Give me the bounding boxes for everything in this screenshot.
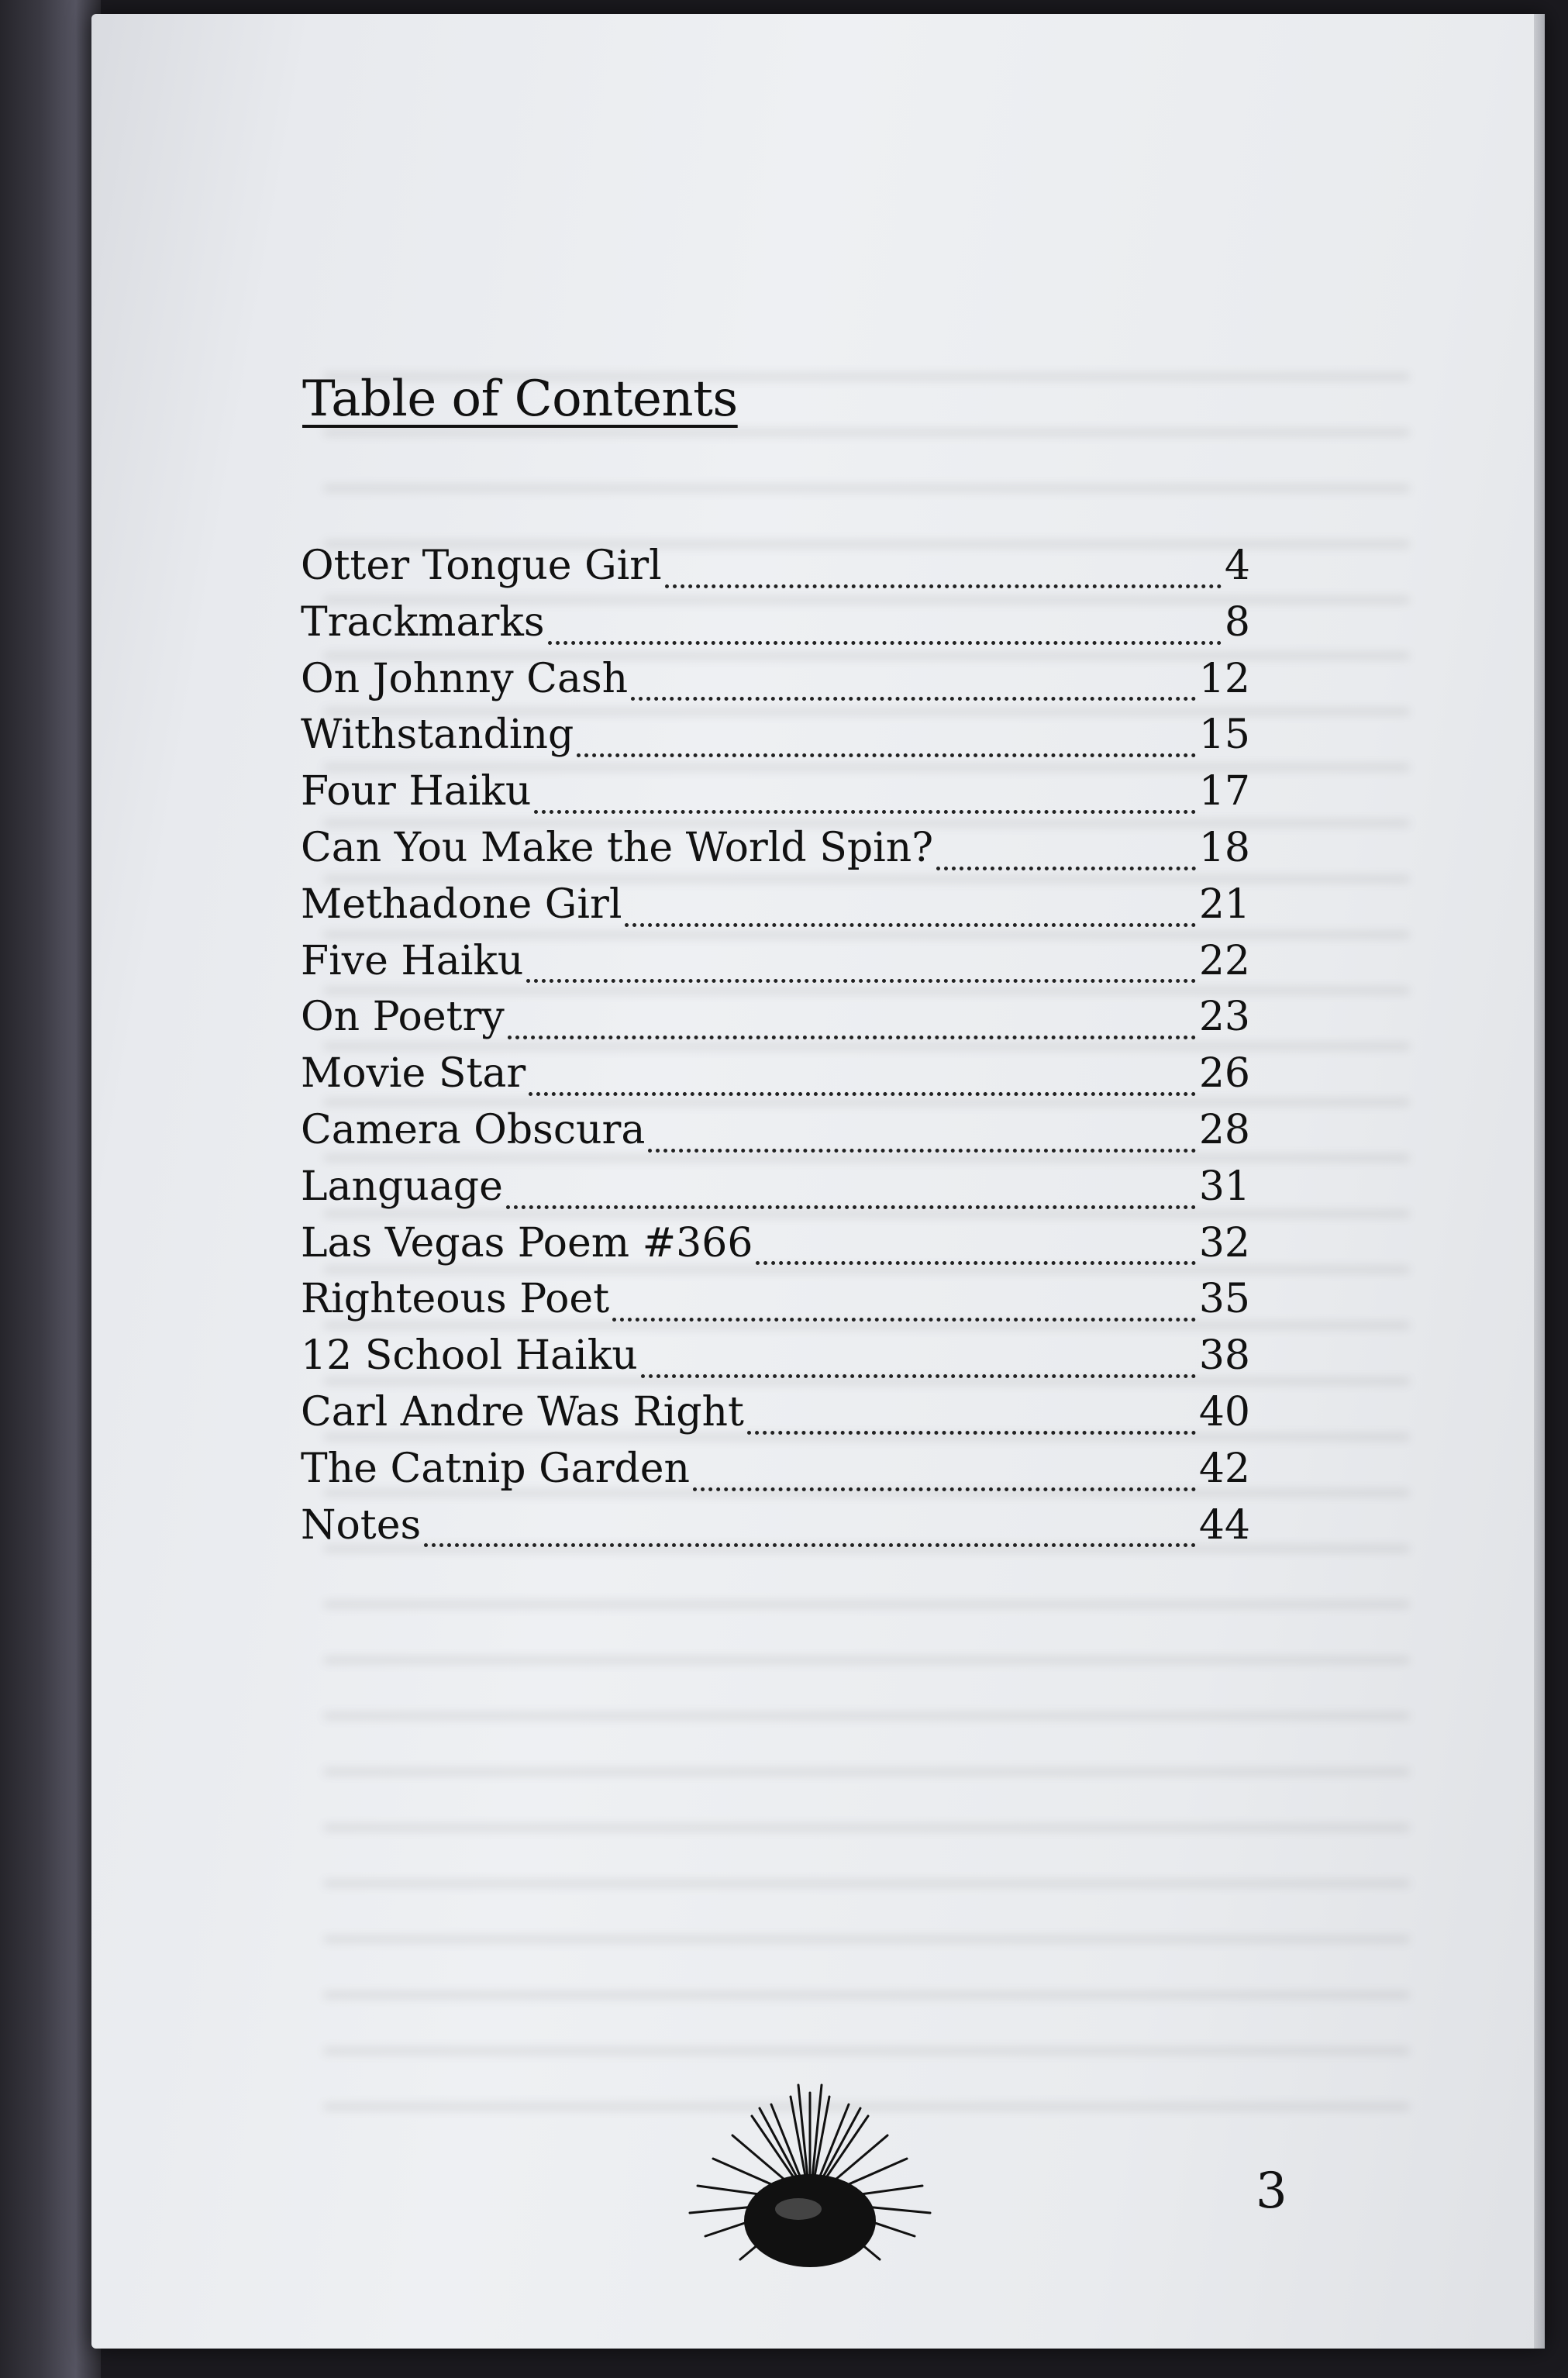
toc-entry [301, 938, 1250, 994]
toc-entry-page: 42 [1198, 1445, 1250, 1492]
toc-entry [301, 599, 1250, 656]
page-number: 3 [1256, 2163, 1287, 2220]
toc-entry [301, 1389, 1250, 1446]
toc-entry-title: Methadone Girl [301, 881, 622, 928]
toc-entry [301, 881, 1250, 938]
toc-entry [301, 712, 1250, 768]
toc-entry-page: 38 [1198, 1332, 1250, 1380]
toc-entry-page: 31 [1198, 1163, 1250, 1210]
toc-entry [301, 1332, 1250, 1389]
toc-entry-title: Movie Star [301, 1050, 526, 1098]
dot-leader [529, 1092, 1196, 1096]
dot-leader [756, 1261, 1195, 1265]
dot-leader [625, 923, 1195, 927]
toc-entry-page: 32 [1198, 1219, 1250, 1267]
toc-entry-page: 4 [1224, 543, 1250, 589]
toc-entry-page: 17 [1198, 768, 1250, 815]
toc-entry-page: 35 [1198, 1276, 1250, 1323]
toc-entry-title: Las Vegas Poem #366 [301, 1219, 753, 1267]
toc-entry [301, 1446, 1250, 1502]
sea-urchin-icon [682, 2077, 938, 2287]
page-edge [1534, 14, 1545, 2349]
toc-entry-page: 8 [1224, 598, 1250, 646]
dot-leader [631, 697, 1196, 701]
toc-list [301, 543, 1250, 1558]
toc-entry [301, 656, 1250, 712]
toc-entry-title: Otter Tongue Girl [301, 543, 662, 589]
toc-entry-page: 23 [1198, 994, 1250, 1041]
dot-leader [936, 867, 1196, 870]
toc-entry [301, 543, 1250, 599]
dot-leader [648, 1149, 1195, 1153]
toc-entry [301, 1502, 1250, 1559]
toc-entry [301, 768, 1250, 825]
dot-leader [534, 810, 1195, 814]
toc-entry-page: 28 [1198, 1106, 1250, 1153]
toc-entry-title: On Poetry [301, 994, 505, 1041]
dot-leader [577, 753, 1196, 757]
dot-leader [506, 1205, 1196, 1209]
toc-entry [301, 1276, 1250, 1332]
dot-leader [424, 1543, 1196, 1547]
toc-entry-title: Camera Obscura [301, 1106, 646, 1153]
toc-entry [301, 994, 1250, 1050]
toc-entry-title: The Catnip Garden [301, 1445, 691, 1492]
toc-entry-page: 26 [1198, 1050, 1250, 1098]
toc-entry-title: Withstanding [301, 712, 574, 759]
toc-entry-page: 12 [1198, 655, 1250, 702]
toc-entry-page: 44 [1198, 1501, 1250, 1549]
toc-entry-page: 18 [1198, 824, 1250, 871]
dot-leader [508, 1036, 1196, 1039]
toc-entry-title: Five Haiku [301, 937, 524, 984]
dot-leader [747, 1431, 1196, 1435]
toc-entry-title: Carl Andre Was Right [301, 1388, 744, 1435]
toc-entry-page: 21 [1198, 881, 1250, 928]
toc-entry-page: 15 [1198, 712, 1250, 759]
dot-leader [526, 979, 1195, 983]
toc-entry [301, 1220, 1250, 1277]
toc-entry-page: 22 [1198, 937, 1250, 984]
dot-leader [548, 641, 1222, 645]
toc-entry-title: 12 School Haiku [301, 1332, 638, 1380]
dot-leader [693, 1487, 1196, 1491]
toc-entry [301, 1107, 1250, 1163]
toc-entry-title: Can You Make the World Spin? [301, 824, 934, 871]
toc-entry-title: Language [301, 1163, 503, 1210]
toc-heading: Table of Contents [302, 370, 738, 428]
dot-leader [612, 1318, 1196, 1322]
toc-entry [301, 1050, 1250, 1107]
toc-entry-title: Trackmarks [301, 598, 545, 646]
toc-entry-title: On Johnny Cash [301, 655, 629, 702]
dot-leader [641, 1374, 1196, 1378]
toc-entry-title: Righteous Poet [301, 1276, 610, 1323]
toc-entry [301, 1163, 1250, 1220]
toc-entry-title: Four Haiku [301, 768, 532, 815]
book-spine [0, 0, 101, 2378]
toc-entry [301, 825, 1250, 881]
toc-entry-page: 40 [1198, 1388, 1250, 1435]
toc-entry-title: Notes [301, 1501, 422, 1549]
dot-leader [665, 584, 1222, 588]
